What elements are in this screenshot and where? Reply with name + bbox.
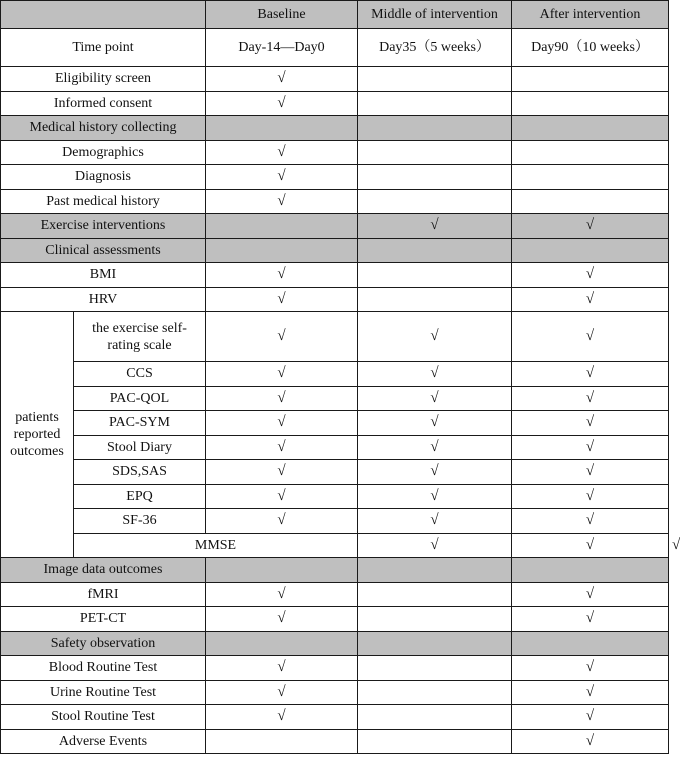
check-mark: √ [358,484,512,509]
check-mark: √ [206,312,358,362]
check-mark: √ [512,312,669,362]
empty-cell [358,680,512,705]
empty-cell [358,263,512,288]
empty-cell [512,238,669,263]
table-row-pac-qol [1,386,669,411]
check-mark: √ [358,411,512,436]
check-mark: √ [358,509,512,534]
time-point-baseline: Day-14—Day0 [206,29,358,67]
check-mark: √ [206,91,358,116]
check-mark: √ [206,67,358,92]
empty-cell [358,67,512,92]
time-point-middle: Day35（5 weeks） [358,29,512,67]
check-mark: √ [206,140,358,165]
check-mark: √ [358,362,512,387]
empty-cell [512,558,669,583]
empty-cell [358,582,512,607]
check-mark: √ [358,460,512,485]
check-mark: √ [512,656,669,681]
empty-cell [358,116,512,141]
row-label: Stool Routine Test [1,705,206,730]
check-mark: √ [512,705,669,730]
empty-cell [358,705,512,730]
empty-cell [512,116,669,141]
check-mark: √ [206,287,358,312]
empty-cell [358,729,512,754]
row-label: Adverse Events [1,729,206,754]
empty-cell [206,558,358,583]
empty-cell [206,214,358,239]
check-mark: √ [358,214,512,239]
check-mark: √ [512,411,669,436]
table-row-sf36 [1,509,669,534]
check-mark: √ [206,705,358,730]
row-label: Diagnosis [1,165,206,190]
table-row-blood [1,656,669,681]
row-label: CCS [74,362,206,387]
table-row-bmi [1,263,669,288]
empty-cell [512,67,669,92]
table-row-demographics [1,140,669,165]
empty-cell [358,140,512,165]
row-label: Urine Routine Test [1,680,206,705]
check-mark: √ [512,263,669,288]
check-mark: √ [206,460,358,485]
time-point-label: Time point [1,29,206,67]
check-mark: √ [512,509,669,534]
row-label: PET-CT [1,607,206,632]
section-row-medical-history [1,116,669,141]
row-label: Past medical history [1,189,206,214]
row-label: Informed consent [1,91,206,116]
table-row-consent [1,91,669,116]
table-row-hrv [1,287,669,312]
table-row-eligibility [1,67,669,92]
check-mark: √ [512,533,669,558]
table-row-mmse: MMSE √ √ √ [1,533,669,558]
table-row-adverse [1,729,669,754]
table-row-past-history [1,189,669,214]
empty-cell [206,238,358,263]
empty-cell [358,656,512,681]
check-mark: √ [358,312,512,362]
row-label: HRV [1,287,206,312]
empty-cell [358,287,512,312]
section-label: Image data outcomes [1,558,206,583]
check-mark: √ [206,509,358,534]
check-mark: √ [358,533,512,558]
check-mark: √ [512,435,669,460]
row-label: Demographics [1,140,206,165]
header-middle-of-intervention: Middle of intervention [358,1,512,29]
row-label: Stool Diary [74,435,206,460]
check-mark: √ [512,607,669,632]
section-row-exercise-interventions [1,214,669,239]
check-mark: √ [206,263,358,288]
empty-cell [358,238,512,263]
check-mark: √ [206,362,358,387]
row-label: MMSE [74,533,358,558]
empty-cell [358,165,512,190]
empty-cell [512,165,669,190]
row-label: PAC-SYM [74,411,206,436]
table-row-urine [1,680,669,705]
table-row-diagnosis [1,165,669,190]
empty-cell [512,189,669,214]
row-label: fMRI [1,582,206,607]
empty-cell [206,729,358,754]
check-mark: √ [512,386,669,411]
time-point-row [1,29,669,67]
check-mark: √ [358,435,512,460]
header-blank-cell [1,1,206,29]
row-label: SF-36 [74,509,206,534]
table-row-ccs [1,362,669,387]
table-row-stool-diary [1,435,669,460]
empty-cell [206,116,358,141]
section-row-image-data [1,558,669,583]
table-row-pac-sym [1,411,669,436]
check-mark: √ [512,729,669,754]
row-label: SDS,SAS [74,460,206,485]
check-mark: √ [512,362,669,387]
empty-cell [358,558,512,583]
patients-reported-outcomes-group: patients reported outcomes [1,312,74,558]
table-row-stool-test [1,705,669,730]
check-mark: √ [512,460,669,485]
check-mark: √ [206,607,358,632]
check-mark: √ [512,484,669,509]
empty-cell [512,140,669,165]
check-mark: √ [206,165,358,190]
check-mark: √ [206,484,358,509]
check-mark: √ [512,680,669,705]
empty-cell [358,91,512,116]
empty-cell [206,631,358,656]
section-row-clinical-assessments [1,238,669,263]
header-after-intervention: After intervention [512,1,669,29]
check-mark: √ [206,582,358,607]
row-label: PAC-QOL [74,386,206,411]
check-mark: √ [512,287,669,312]
check-mark: √ [206,189,358,214]
section-label: Clinical assessments [1,238,206,263]
header-baseline: Baseline [206,1,358,29]
row-label: Eligibility screen [1,67,206,92]
table-row-exercise-scale [1,312,669,362]
section-row-safety [1,631,669,656]
section-label: Medical history collecting [1,116,206,141]
check-mark: √ [206,386,358,411]
table-row-epq [1,484,669,509]
row-label: BMI [1,263,206,288]
time-point-after: Day90（10 weeks） [512,29,669,67]
table-row-fmri [1,582,669,607]
empty-cell [358,631,512,656]
table-row-pet-ct [1,607,669,632]
check-mark: √ [206,680,358,705]
check-mark: √ [206,656,358,681]
check-mark: √ [512,214,669,239]
row-label: EPQ [74,484,206,509]
section-label: Exercise interventions [1,214,206,239]
row-label: Blood Routine Test [1,656,206,681]
row-label: the exercise self-rating scale [74,312,206,362]
check-mark: √ [358,386,512,411]
check-mark: √ [512,582,669,607]
empty-cell [358,189,512,214]
empty-cell [358,607,512,632]
empty-cell [512,631,669,656]
check-mark: √ [206,435,358,460]
table-row-sds-sas [1,460,669,485]
empty-cell [512,91,669,116]
section-label: Safety observation [1,631,206,656]
check-mark: √ [206,411,358,436]
header-row [1,1,669,29]
